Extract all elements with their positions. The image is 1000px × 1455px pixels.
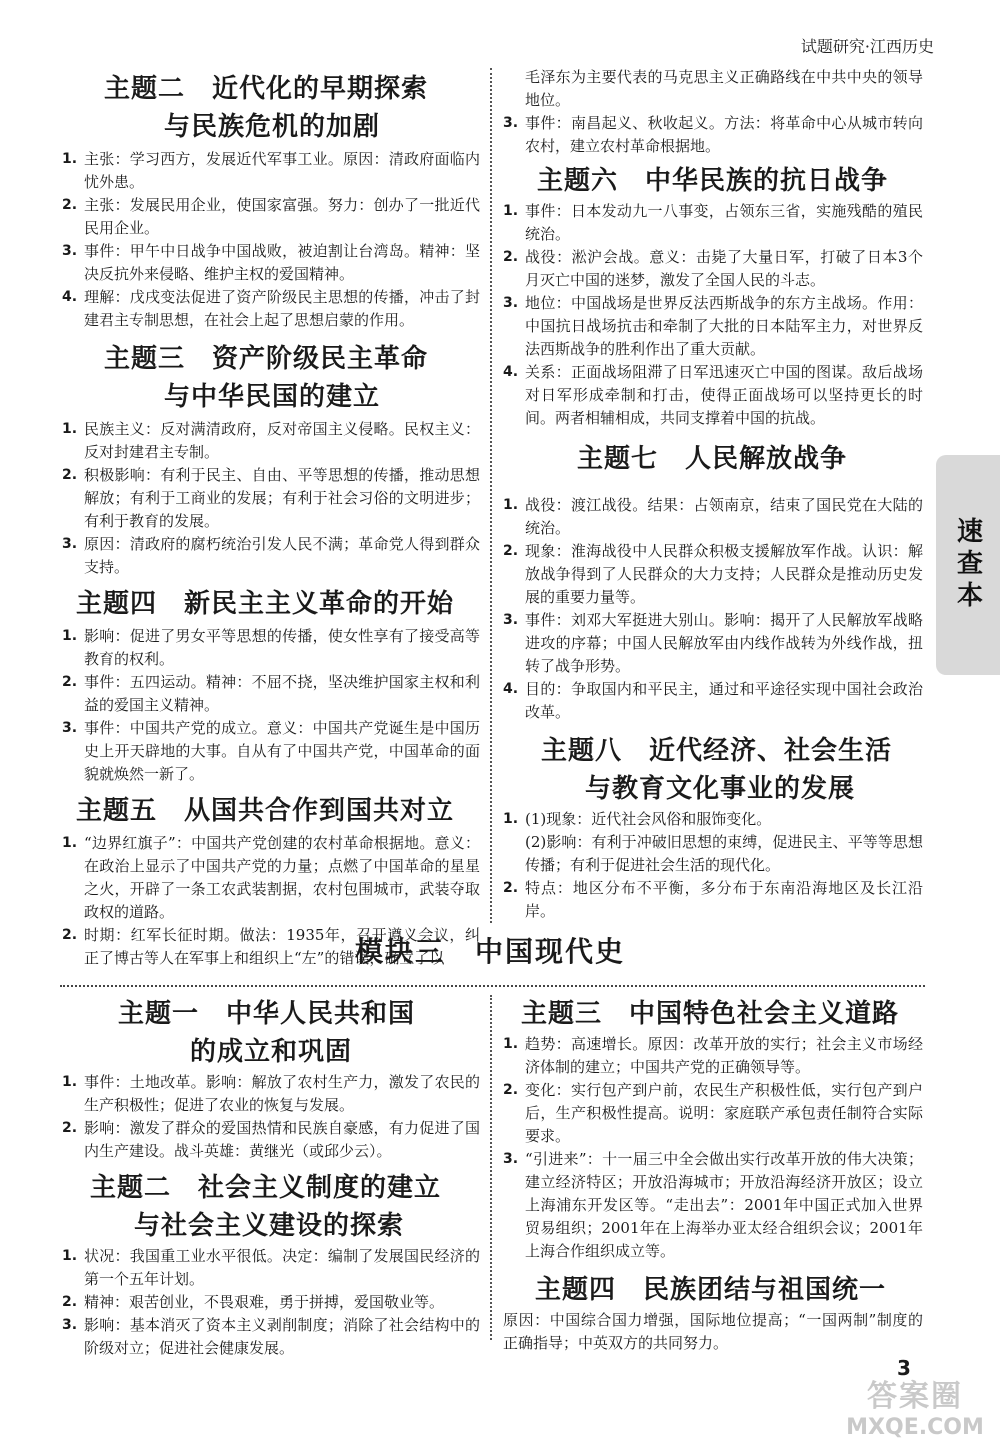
- right-column-bottom: [503, 995, 923, 1355]
- list-item: 2. 战役：淞沪会战。意义：击毙了大量日军，打破了日本3个月灭亡中国的迷梦，激发了全国人民的斗志。: [503, 248, 923, 289]
- watermark-line2: MXQE.COM: [846, 1415, 984, 1440]
- modern-topic-2-list: [62, 1245, 480, 1360]
- topic-5-title: 主题五 从国共合作到国共对立: [76, 796, 455, 826]
- topic-2-title-line1: 主题二 近代化的早期探索: [104, 74, 429, 104]
- topic-3-list: [62, 418, 480, 579]
- topic-7-title: 主题七 人民解放战争: [577, 444, 848, 474]
- list-item: 1. “边界红旗子”：中国共产党创建的农村革命根据地。意义：在政治上显示了中国共产党的力量；点燃了中国革命的星星之火，开辟了一条工农武装割据，农村包围城市，武装夺取政权的道路。: [62, 834, 480, 921]
- list-item: 1. (1)现象：近代社会风俗和服饰变化。: [503, 810, 772, 828]
- modern-topic-2-title-line2: 与社会主义建设的探索: [134, 1211, 405, 1241]
- topic-2-title-line2: 与民族危机的加剧: [164, 112, 381, 142]
- topic-2-heading: [104, 70, 480, 146]
- topic-8-title-line1: 主题八 近代经济、社会生活: [541, 736, 893, 766]
- list-item: 2. 事件：五四运动。精神：不屈不挠，坚决维护国家主权和利益的爱国主义精神。: [62, 673, 480, 714]
- list-item: 3. 事件：中国共产党的成立。意义：中国共产党诞生是中国历史上开天辟地的大事。自从有了中国共产党，中国革命的面貌就焕然一新了。: [62, 719, 480, 783]
- modern-topic-3-heading: [521, 995, 923, 1033]
- page-number: 3: [897, 1356, 911, 1380]
- list-item: 3. 事件：甲午中日战争中国战败，被迫割让台湾岛。精神：坚决反抗外来侵略、维护主权的爱国精神。: [62, 242, 480, 283]
- left-column-bottom: [62, 995, 480, 1360]
- list-item: 4. 理解：戊戌变法促进了资产阶级民主思想的传播，冲击了封建君主专制思想，在社会上起了思想启蒙的作用。: [62, 288, 480, 329]
- topic-6-list: [503, 200, 923, 430]
- topic-4-title: 主题四 新民主主义革命的开始: [76, 589, 455, 619]
- modern-topic-1-title-line1: 主题一 中华人民共和国: [118, 999, 416, 1029]
- watermark: [835, 1380, 995, 1450]
- topic-7-list: [503, 494, 923, 724]
- modern-topic-2-title-line1: 主题二 社会主义制度的建立: [90, 1173, 442, 1203]
- modern-topic-2-heading: [90, 1169, 480, 1245]
- list-item: 2. 主张：发展民用企业，使国家富强。努力：创办了一批近代民用企业。: [62, 196, 480, 237]
- continued-text: 毛泽东为主要代表的马克思主义正确路线在中共中央的领导地位。: [525, 68, 923, 109]
- topic-3-title-line2: 与中华民国的建立: [164, 382, 381, 412]
- list-item: 1. 主张：学习西方，发展近代军事工业。原因：清政府面临内忧外患。: [62, 150, 480, 191]
- topic-4-heading: [76, 585, 480, 623]
- topic-8-heading: [541, 732, 923, 808]
- section-divider: [60, 985, 925, 987]
- topic-3-heading: [104, 340, 480, 416]
- column-divider-top: [490, 68, 492, 923]
- list-item: 3. 原因：清政府的腐朽统治引发人民不满；革命党人得到群众支持。: [62, 535, 480, 576]
- list-item: 2. 变化：实行包产到户前，农民生产积极性低，实行包产到户后，生产积极性提高。说明：家庭联产承包责任制符合实际要求。: [503, 1081, 923, 1145]
- list-item: 2. 影响：激发了群众的爱国热情和民族自豪感，有力促进了国内生产建设。战斗英雄：黄继光（或邱少云）。: [62, 1119, 480, 1160]
- list-item: 1. 民族主义：反对满清政府，反对帝国主义侵略。民权主义：反对封建君主专制。: [62, 420, 480, 461]
- quick-reference-label: 速查本: [952, 517, 983, 613]
- modern-topic-3-list: [503, 1033, 923, 1263]
- list-item: 3. 事件：刘邓大军挺进大别山。影响：揭开了人民解放军战略进攻的序幕；中国人民解放军由内线作战转为外线作战，扭转了战争形势。: [503, 611, 923, 675]
- list-item: (2)影响：有利于冲破旧思想的束缚，促进民主、平等等思想传播；有利于促进社会生活的现代化。: [525, 833, 923, 874]
- modern-topic-1-list: [62, 1071, 480, 1163]
- column-divider-bottom: [490, 995, 492, 1340]
- topic-6-title: 主题六 中华民族的抗日战争: [537, 166, 889, 196]
- running-header: 试题研究·江西历史: [800, 37, 934, 56]
- quick-reference-tab: [936, 455, 1000, 675]
- topic-6-heading: [537, 162, 923, 200]
- list-item: 2. 积极影响：有利于民主、自由、平等思想的传播，推动思想解放；有利于工商业的发展；有利于社会习俗的文明进步；有利于教育的发展。: [62, 466, 480, 530]
- list-item: 1. 趋势：高速增长。原因：改革开放的实行；社会主义市场经济体制的建立；中国共产党的正确领导等。: [503, 1035, 923, 1076]
- topic-2-list: [62, 148, 480, 332]
- list-item: 2. 精神：艰苦创业，不畏艰难，勇于拼搏，爱国敬业等。: [62, 1293, 445, 1311]
- list-item: 1. 影响：促进了男女平等思想的传播，使女性享有了接受高等教育的权利。: [62, 627, 480, 668]
- list-item: 1. 事件：土地改革。影响：解放了农村生产力，激发了农民的生产积极性；促进了农业的恢复与发展。: [62, 1073, 480, 1114]
- topic-4-list: [62, 625, 480, 786]
- list-item: 2. 现象：淮海战役中人民群众积极支援解放军作战。认识：解放战争得到了人民群众的大力支持；人民群众是推动历史发展的重要力量等。: [503, 542, 923, 606]
- topic-3-title-line1: 主题三 资产阶级民主革命: [104, 344, 429, 374]
- list-item: 2. 时期：红军长征时期。做法：1935年，召开遵义会议，纠正了博古等人在军事上和组织上“左”的错误，确立了以: [62, 926, 480, 967]
- modern-topic-4-heading: [535, 1271, 923, 1309]
- modern-topic-3-title: 主题三 中国特色社会主义道路: [521, 999, 900, 1029]
- list-item: 4. 目的：争取国内和平民主，通过和平途径实现中国社会政治改革。: [503, 680, 923, 721]
- list-item: 1. 事件：日本发动九一八事变，占领东三省，实施残酷的殖民统治。: [503, 202, 923, 243]
- right-column-top: [503, 66, 923, 923]
- list-item: 3. 事件：南昌起义、秋收起义。方法：将革命中心从城市转向农村，建立农村革命根据地。: [503, 114, 923, 155]
- modern-topic-1-title-line2: 的成立和巩固: [190, 1037, 353, 1067]
- modern-topic-4-text: 原因：中国综合国力增强，国际地位提高；“一国两制”制度的正确指导；中英双方的共同努力。: [503, 1311, 923, 1352]
- watermark-line1: 答案圈: [867, 1379, 963, 1414]
- list-item: 3. 地位：中国战场是世界反法西斯战争的东方主战场。作用：中国抗日战场抗击和牵制了大批的日本陆军主力，对世界反法西斯战争的胜利作出了重大贡献。: [503, 294, 923, 358]
- modern-topic-1-heading: [118, 995, 480, 1071]
- list-item: 4. 关系：正面战场阻滞了日军迅速灭亡中国的图谋。敌后战场对日军形成牵制和打击，使得正面战场可以坚持更长的时间。两者相辅相成，共同支撑着中国的抗战。: [503, 363, 923, 427]
- list-item: 1. 战役：渡江战役。结果：占领南京，结束了国民党在大陆的统治。: [503, 496, 923, 537]
- modern-topic-4-title: 主题四 民族团结与祖国统一: [535, 1275, 887, 1305]
- left-column-top: [62, 70, 480, 970]
- list-item: 3. 影响：基本消灭了资本主义剥削制度；消除了社会结构中的阶级对立；促进社会健康发展。: [62, 1316, 480, 1357]
- list-item: 1. 状况：我国重工业水平很低。决定：编制了发展国民经济的第一个五年计划。: [62, 1247, 480, 1288]
- module-title: 模块三 中国现代史: [354, 935, 625, 968]
- list-item: 3. “引进来”：十一届三中全会做出实行改革开放的伟大决策；建立经济特区；开放沿海城市；开放沿海经济开放区；设立上海浦东开发区等。“走出去”：2001年中国正式加入世界贸易组织；2001年在上海举办亚太经合组织会议；2001年上海合作组织成立等。: [503, 1150, 923, 1260]
- topic-8-title-line2: 与教育文化事业的发展: [585, 774, 856, 804]
- topic-5-heading: [76, 792, 480, 830]
- topic-8-list: [503, 808, 923, 923]
- list-item: 2. 特点：地区分布不平衡，多分布于东南沿海地区及长江沿岸。: [503, 879, 923, 920]
- topic-7-heading: [577, 440, 923, 478]
